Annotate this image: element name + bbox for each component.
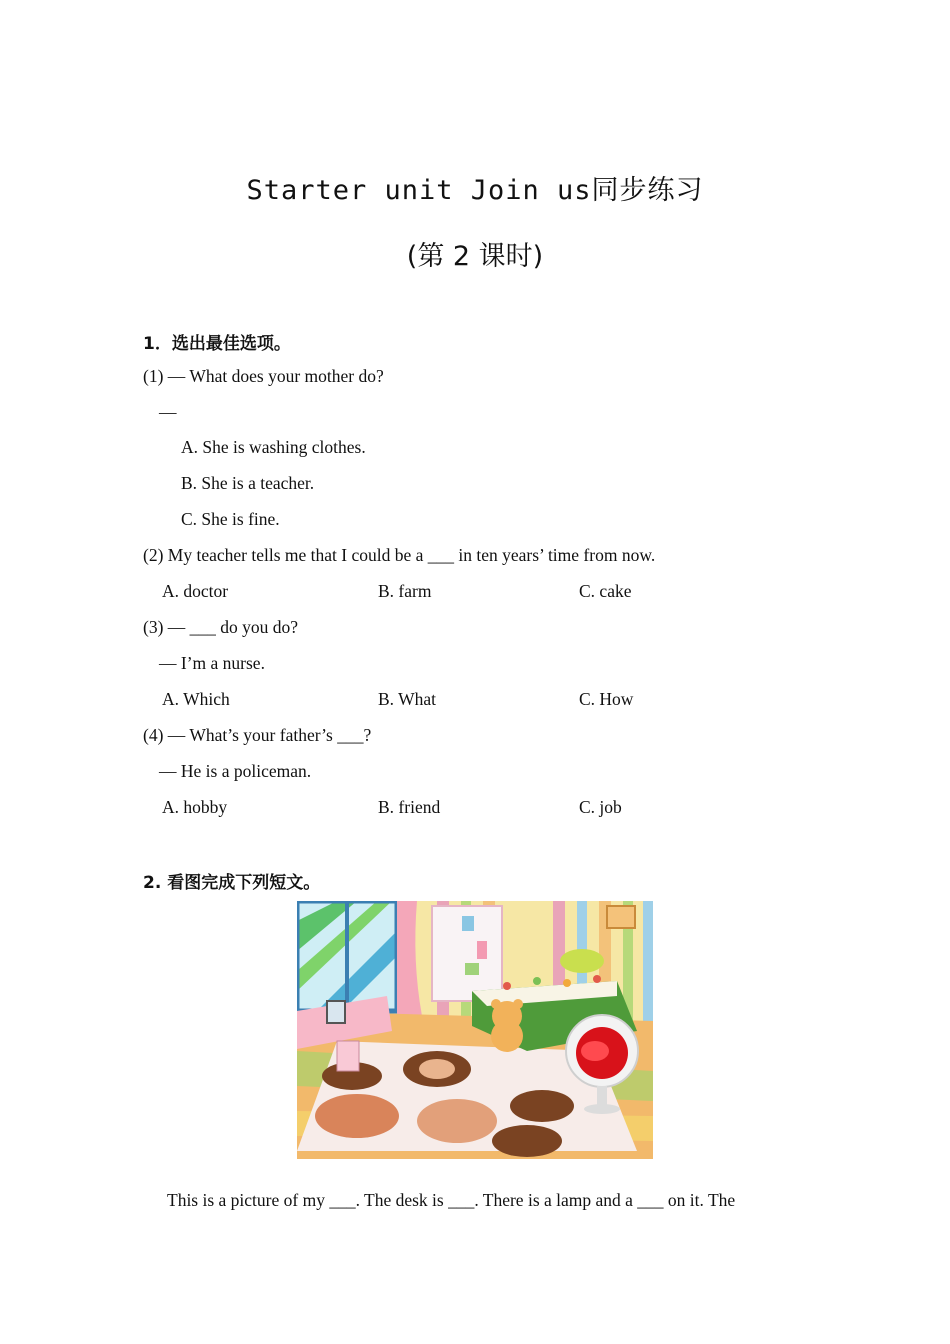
question-1-option-a: A. She is washing clothes. <box>181 437 366 457</box>
passage-text: This is a picture of my ___. The desk is ___. There is a lamp and a ___ on it. The <box>167 1190 736 1210</box>
question-1-option-c: C. She is fine. <box>181 509 280 529</box>
section-2-heading: 2. 看图完成下列短文。 <box>143 873 321 893</box>
question-4-option-c: C. job <box>579 797 622 817</box>
question-1-option-b: B. She is a teacher. <box>181 473 315 493</box>
question-3-option-b: B. What <box>378 689 437 709</box>
page-subtitle: (第 2 课时) <box>406 241 544 272</box>
question-2-option-a: A. doctor <box>162 581 229 601</box>
section-1-heading: 1．选出最佳选项。 <box>143 334 291 354</box>
question-4-reply: — He is a policeman. <box>159 761 312 781</box>
question-3-stem: (3) — ___ do you do? <box>143 617 299 637</box>
question-2-option-c: C. cake <box>579 581 632 601</box>
question-2-option-b: B. farm <box>378 581 432 601</box>
page-title: Starter unit Join us同步练习 <box>246 175 704 206</box>
question-1-stem: (1) — What does your mother do? <box>143 366 384 386</box>
question-3-option-c: C. How <box>579 689 634 709</box>
question-2-stem: (2) My teacher tells me that I could be a ___ in ten years’ time from now. <box>143 545 656 565</box>
bedroom-illustration <box>297 901 653 1159</box>
question-4-stem: (4) — What’s your father’s ___? <box>143 725 372 745</box>
question-3-option-a: A. Which <box>162 689 230 709</box>
question-3-reply: — I’m a nurse. <box>159 653 265 673</box>
question-4-option-a: A. hobby <box>162 797 228 817</box>
question-4-option-b: B. friend <box>378 797 441 817</box>
question-1-answer-dash: — <box>159 402 177 422</box>
